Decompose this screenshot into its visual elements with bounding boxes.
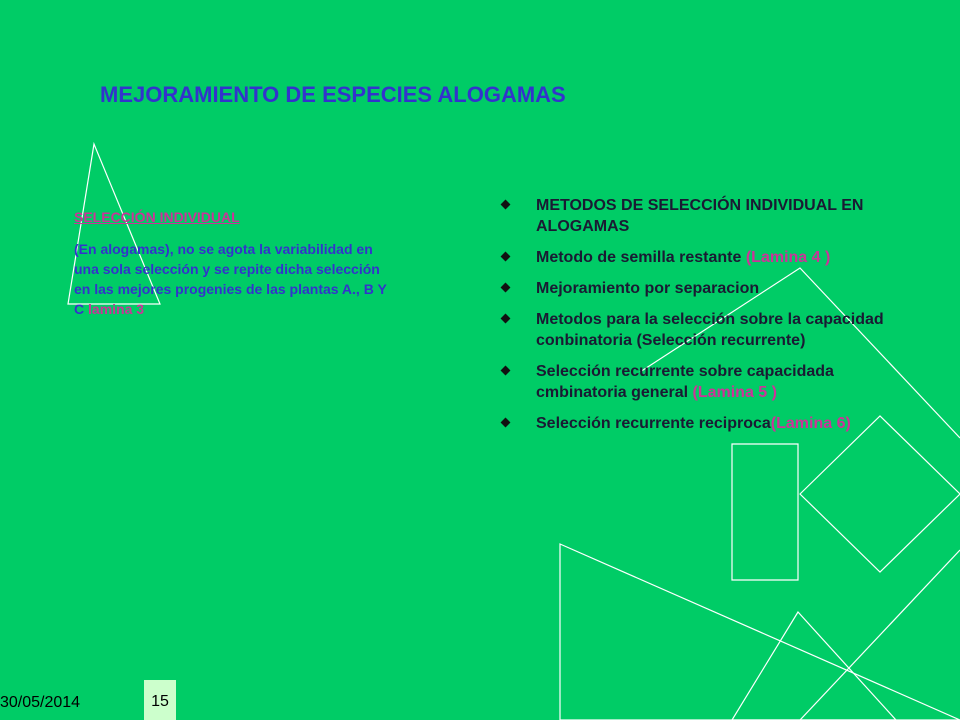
list-item-pink: (Lamina 5 ) — [692, 384, 777, 401]
list-item — [500, 195, 900, 237]
left-body-pink: lamina 3 — [88, 301, 145, 317]
diamond-bullet-icon — [501, 418, 511, 428]
diamond-bullet-icon — [501, 252, 511, 262]
list-item — [500, 361, 900, 403]
decorative-rect — [732, 444, 798, 580]
diamond-bullet-icon — [501, 200, 511, 210]
decorative-triangle-bottom — [732, 612, 896, 720]
decorative-line-diagonal — [800, 550, 960, 720]
list-item-text: Selección recurrente reciproca — [536, 415, 771, 432]
left-heading: SELECCIÓN INDIVIDUAL — [74, 209, 240, 225]
slide-title: MEJORAMIENTO DE ESPECIES ALOGAMAS — [100, 82, 566, 107]
left-text-block — [74, 207, 394, 319]
diamond-bullet-icon — [501, 366, 511, 376]
list-item-text: Metodos para la selección sobre la capacidad conbinatoria (Selección recurrente) — [536, 311, 884, 349]
diamond-bullet-icon — [501, 283, 511, 293]
list-item-text: METODOS DE SELECCIÓN INDIVIDUAL EN ALOGAMAS — [536, 197, 864, 235]
list-item-text: Selección recurrente sobre capacidada cmbinatoria general — [536, 363, 834, 401]
list-item — [500, 247, 900, 268]
decorative-triangle-large — [560, 544, 960, 720]
list-item-text: Mejoramiento por separacion — [536, 280, 760, 297]
list-item — [500, 278, 900, 299]
left-body — [74, 239, 394, 319]
list-item — [500, 413, 900, 434]
list-item-pink: (Lamina 6) — [770, 415, 851, 432]
footer-date: 30/05/2014 — [0, 694, 81, 711]
slide-number: 15 — [144, 680, 176, 720]
list-item — [500, 309, 900, 351]
list-item-pink: (Lamina 4 ) — [745, 249, 831, 266]
left-body-text: (En alogamas), no se agota la variabilidad en una sola selección y se repite dicha selección en las mejores progenies de las plantas A., B Y C — [74, 241, 387, 317]
list-item-text: Metodo de semilla restante — [536, 249, 746, 266]
diamond-bullet-icon — [501, 314, 511, 324]
methods-list — [500, 195, 900, 444]
